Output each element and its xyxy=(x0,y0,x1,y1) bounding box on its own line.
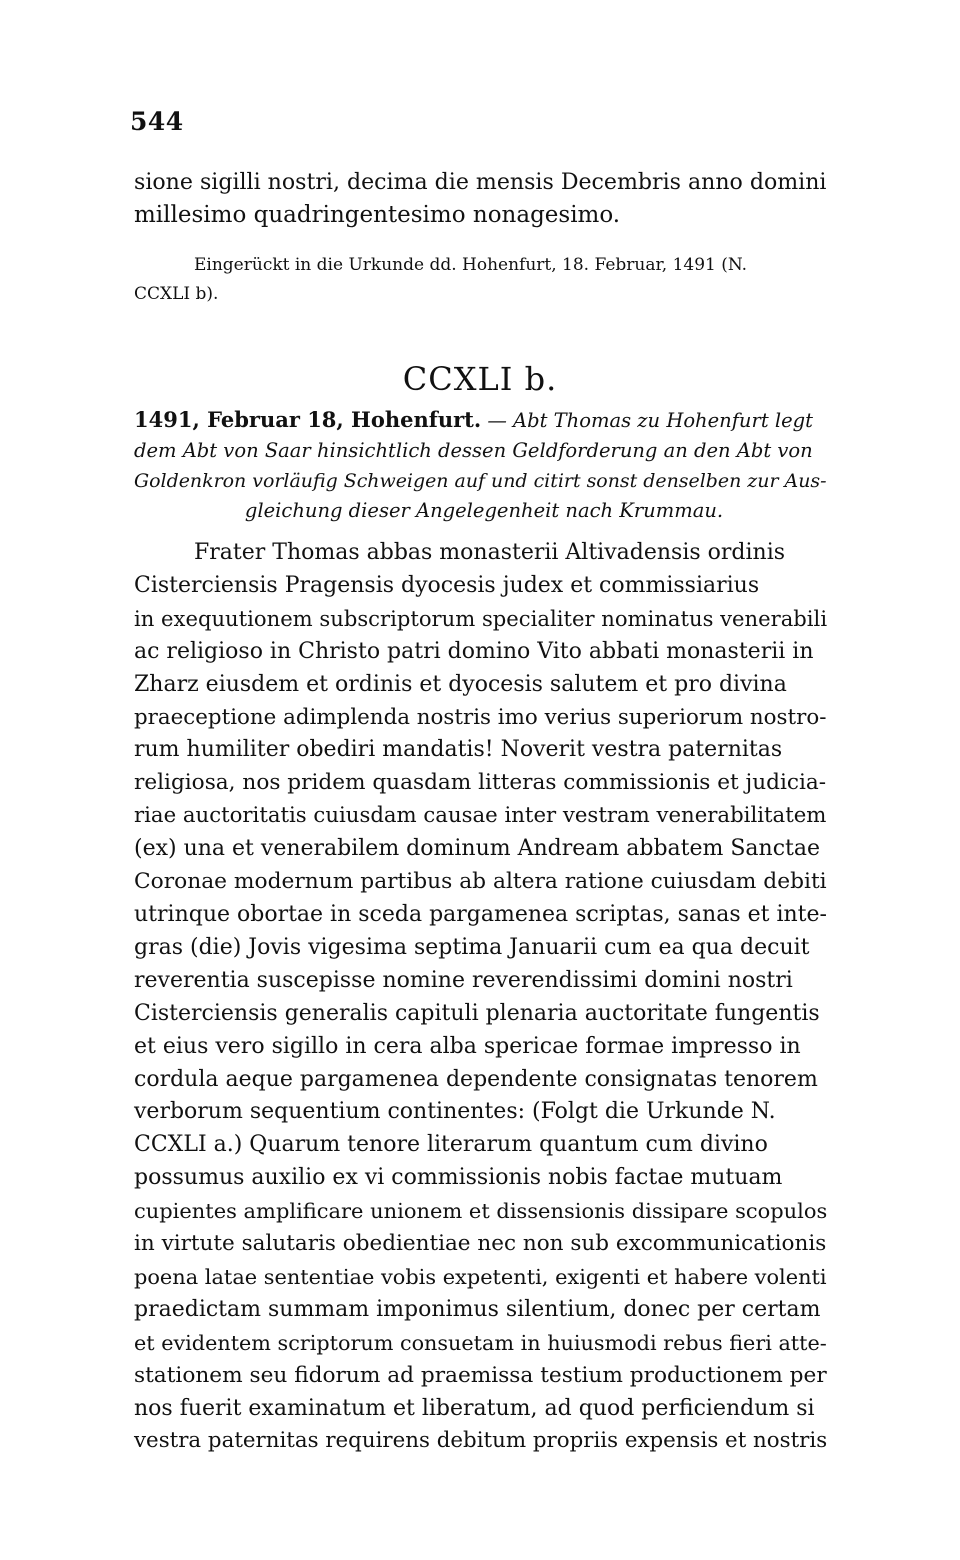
regest-text: — Abt Thomas zu Hohenfurt legt xyxy=(487,409,813,432)
regest-line xyxy=(134,405,834,436)
text-line: in virtute salutaris obedientiae nec non sub excommunicationis xyxy=(134,1231,827,1257)
text-line: reverentia suscepisse nomine reverendissimi domini nostri xyxy=(134,967,793,993)
text-line: ac religioso in Christo patri domino Vito abbati monasterii in xyxy=(134,638,814,664)
text-line: Coronae modernum partibus ab altera ratione cuiusdam debiti xyxy=(134,869,827,895)
text-line: CCXLI a.) Quarum tenore literarum quantum cum divino xyxy=(134,1132,768,1158)
regest-date: 1491, Februar 18, Hohenfurt. xyxy=(134,407,482,432)
page-number: 544 xyxy=(130,107,184,136)
text-line: (ex) una et venerabilem dominum Andream abbatem Sanctae xyxy=(134,836,821,862)
text-line: millesimo quadringentesimo nonagesimo. xyxy=(134,202,621,228)
text-line: utrinque obortae in sceda pargamenea scriptas, sanas et inte- xyxy=(134,901,827,927)
text-line: Zharz eiusdem et ordinis et dyocesis salutem et pro divina xyxy=(134,671,787,697)
regest-line: gleichung dieser Angelegenheit nach Krummau. xyxy=(244,499,724,522)
text-line: cordula aeque pargamenea dependente consignatas tenorem xyxy=(134,1066,818,1092)
text-line: poena latae sententiae vobis expetenti, exigenti et habere volenti xyxy=(134,1264,827,1289)
text-line: cupientes amplificare unionem et dissensionis dissipare scopulos xyxy=(134,1199,828,1224)
text-line: sione sigilli nostri, decima die mensis Decembris anno domini xyxy=(134,170,827,195)
text-line: praedictam summam imponimus silentium, donec per certam xyxy=(134,1296,821,1322)
text-line: et evidentem scriptorum consuetam in huiusmodi rebus fieri atte- xyxy=(134,1330,827,1355)
text-line: religiosa, nos pridem quasdam litteras commissionis et judicia- xyxy=(134,770,827,796)
text-line: in exequutionem subscriptorum specialiter nominatus venerabili xyxy=(134,605,828,631)
text-line: gras (die) Jovis vigesima septima Januarii cum ea qua decuit xyxy=(134,934,810,960)
text-line: et eius vero sigillo in cera alba spericae formae impresso in xyxy=(134,1033,801,1059)
text-line: praeceptione adimplenda nostris imo verius superiorum nostro- xyxy=(134,704,827,730)
regest-line: Goldenkron vorläufig Schweigen auf und citirt sonst denselben zur Aus- xyxy=(134,470,827,492)
text-line: nos fuerit examinatum et liberatum, ad quod perficiendum si xyxy=(134,1395,815,1421)
text-line: stationem seu fidorum ad praemissa testium productionem per xyxy=(134,1362,827,1388)
text-line: Cisterciensis Pragensis dyocesis judex et commissiarius xyxy=(134,572,760,598)
regest-summary xyxy=(134,405,834,526)
text-line: Eingerückt in die Urkunde dd. Hohenfurt, 18. Februar, 1491 (N. xyxy=(194,255,748,275)
regest-line: dem Abt von Saar hinsichtlich dessen Geldforderung an den Abt von xyxy=(134,439,813,462)
text-line: Frater Thomas abbas monasterii Altivadensis ordinis xyxy=(194,540,786,565)
charter-text xyxy=(134,537,834,1458)
editorial-note xyxy=(134,251,834,309)
closing-paragraph xyxy=(134,166,834,232)
text-line: Cisterciensis generalis capituli plenaria auctoritate fungentis xyxy=(134,1000,820,1026)
text-line: vestra paternitas requirens debitum propriis expensis et nostris xyxy=(134,1428,828,1454)
text-line: verborum sequentium continentes: (Folgt die Urkunde N. xyxy=(134,1099,776,1125)
text-line: possumus auxilio ex vi commissionis nobis factae mutuam xyxy=(134,1165,783,1191)
document-number: CCXLI b. xyxy=(402,360,558,398)
text-line: rum humiliter obediri mandatis! Noverit vestra paternitas xyxy=(134,737,783,763)
text-line: riae auctoritatis cuiusdam causae inter vestram venerabilitatem xyxy=(134,803,827,829)
text-line: CCXLI b). xyxy=(134,284,219,304)
